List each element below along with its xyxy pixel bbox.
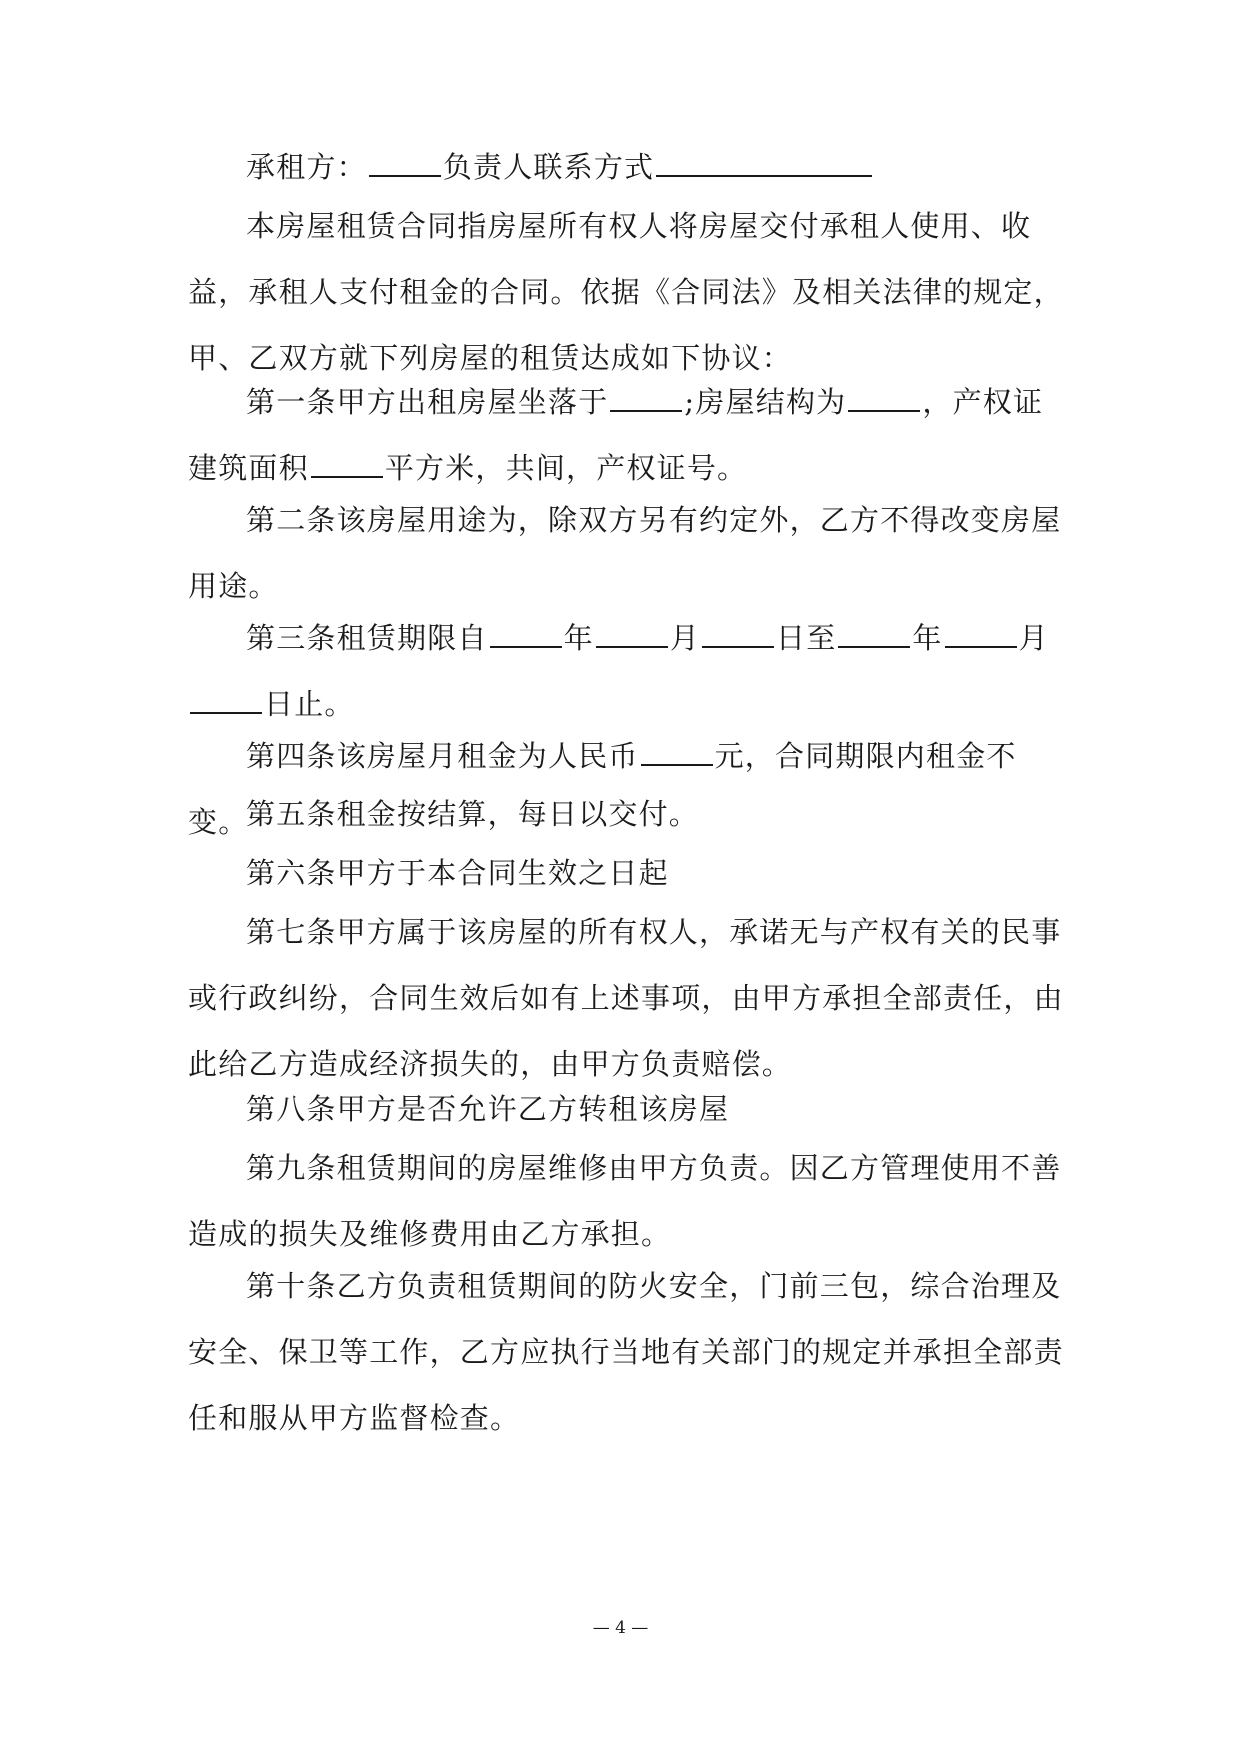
article-3-text-f: 月 xyxy=(1018,621,1049,655)
intro-paragraph: 本房屋租赁合同指房屋所有权人将房屋交付承租人使用、收益，承租人支付租金的合同。依据《合同法》及相关法律的规定，甲、乙双方就下列房屋的租赁达成如下协议： xyxy=(188,209,1064,375)
article-8: 第八条甲方是否允许乙方转租该房屋 xyxy=(246,1092,730,1126)
article-3-text-d: 日至 xyxy=(776,621,837,655)
article-3-text-a: 第三条租赁期限自 xyxy=(246,621,488,655)
article-3-text-c: 月 xyxy=(669,621,701,655)
article-9: 第九条租赁期间的房屋维修由甲方负责。因乙方管理使用不善造成的损失及维修费用由乙方承担。 xyxy=(188,1151,1062,1251)
lessee-line xyxy=(188,134,1064,200)
article-6: 第六条甲方于本合同生效之日起 xyxy=(246,856,669,890)
structure-blank[interactable] xyxy=(848,388,920,412)
article-4-text-a: 第四条该房屋月租金为人民币 xyxy=(246,739,639,773)
area-blank[interactable] xyxy=(311,454,383,478)
end-month-blank[interactable] xyxy=(945,624,1017,648)
article-4-text-b: 元，合同期限内租金不变。 xyxy=(188,739,1017,839)
article-5: 第五条租金按结算，每日以交付。 xyxy=(246,797,700,831)
page-number: — 4 — xyxy=(592,1618,649,1638)
end-year-blank[interactable] xyxy=(838,624,910,648)
article-7: 第七条甲方属于该房屋的所有权人，承诺无与产权有关的民事或行政纠纷，合同生效后如有上述事项，由甲方承担全部责任，由此给乙方造成经济损失的，由甲方负责赔偿。 xyxy=(188,915,1064,1081)
rent-blank[interactable] xyxy=(641,742,713,766)
article-3-text-b: 年 xyxy=(563,621,594,655)
article-2: 第二条该房屋用途为，除双方另有约定外，乙方不得改变房屋用途。 xyxy=(188,503,1062,603)
article-1-text-d: 平方米，共间，产权证号。 xyxy=(384,451,748,485)
start-month-blank[interactable] xyxy=(596,624,668,648)
end-day-blank[interactable] xyxy=(190,690,262,714)
contact-label: 负责人联系方式 xyxy=(442,150,655,184)
article-3-text-g: 日止。 xyxy=(264,687,355,721)
start-day-blank[interactable] xyxy=(702,624,774,648)
contact-blank[interactable] xyxy=(656,153,872,177)
article-1-text-a: 第一条甲方出租房屋坐落于 xyxy=(246,385,609,419)
article-10: 第十条乙方负责租赁期间的防火安全，门前三包，综合治理及安全、保卫等工作，乙方应执行当地有关部门的规定并承担全部责任和服从甲方监督检查。 xyxy=(188,1269,1064,1435)
lessee-label: 承租方： xyxy=(246,150,367,184)
article-1-text-b: ;房屋结构为 xyxy=(684,385,847,419)
article-1 xyxy=(188,369,1064,501)
article-1-text-c: ，产权证建筑面积 xyxy=(188,385,1044,485)
location-blank[interactable] xyxy=(610,388,682,412)
start-year-blank[interactable] xyxy=(490,624,562,648)
article-3-text-e: 年 xyxy=(912,621,943,655)
lessee-blank[interactable] xyxy=(369,153,441,177)
article-3 xyxy=(188,605,1064,737)
